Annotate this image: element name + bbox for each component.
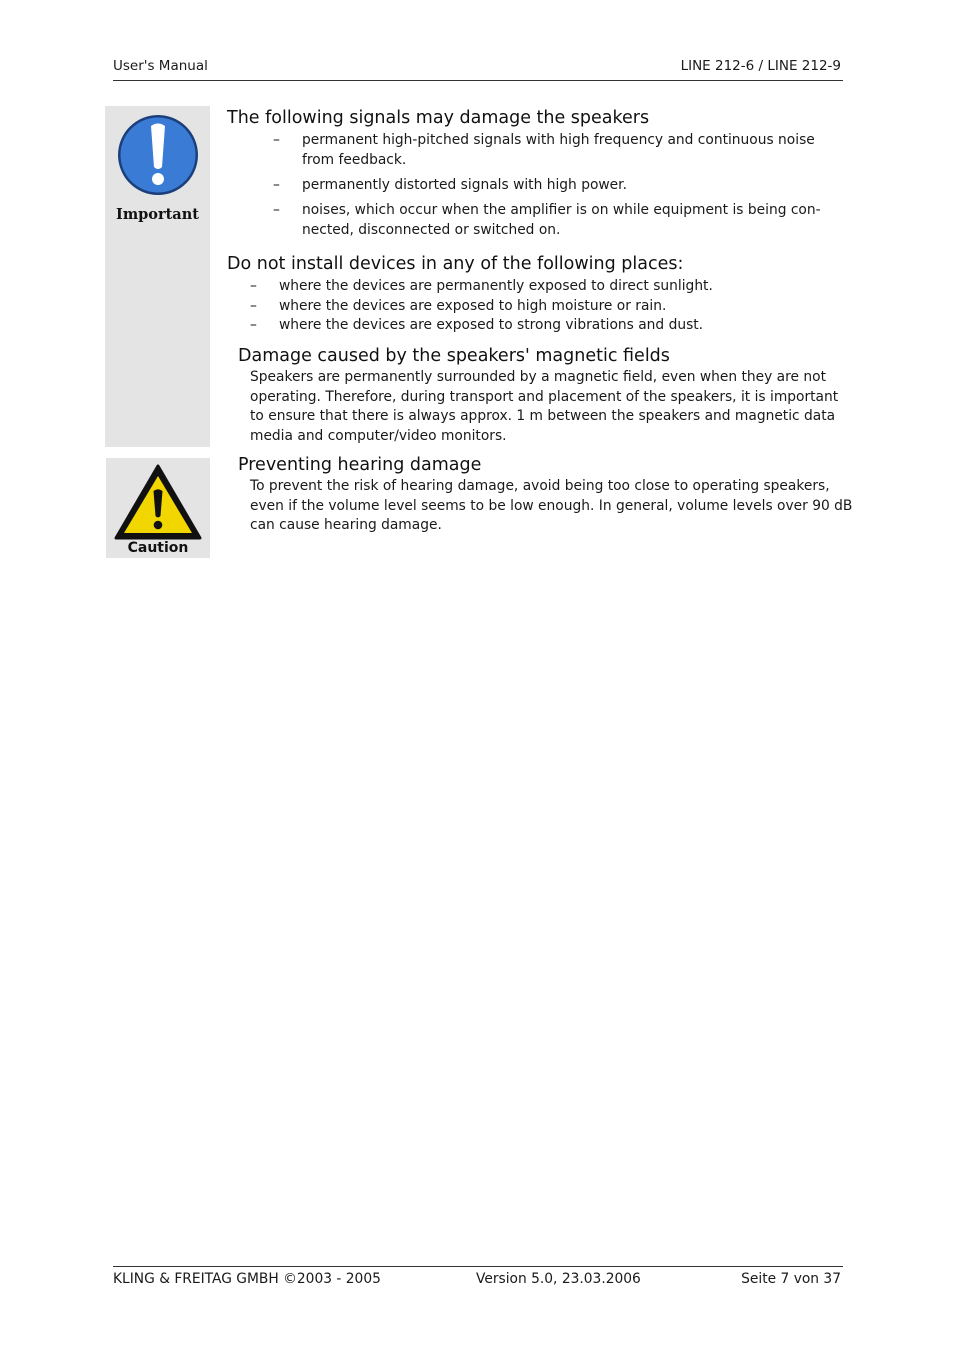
header-product-name: LINE 212-6 / LINE 212-9: [680, 58, 841, 74]
important-notice-box: [105, 106, 210, 447]
list-item-line: nected, disconnected or switched on.: [302, 221, 561, 238]
bullet-dash: –: [273, 202, 280, 218]
header-document-type: User's Manual: [113, 58, 208, 74]
paragraph-line: To prevent the risk of hearing damage, avoid being too close to operating speakers,: [250, 478, 830, 494]
paragraph-line: media and computer/video monitors.: [250, 427, 507, 444]
list-item: [302, 201, 821, 240]
heading-magnetic-fields: Damage caused by the speakers' magnetic fields: [238, 346, 670, 366]
bullet-dash: –: [273, 177, 280, 193]
footer-page-number: Seite 7 von 37: [741, 1271, 841, 1287]
list-item: where the devices are exposed to strong vibrations and dust.: [279, 317, 704, 333]
bullet-dash: –: [250, 298, 257, 314]
list-item: [302, 131, 815, 170]
footer-version: Version 5.0, 23.03.2006: [476, 1271, 641, 1287]
caution-label: Caution: [127, 540, 189, 556]
exclamation-circle-icon: [117, 114, 199, 196]
paragraph-line: to ensure that there is always approx. 1 m between the speakers and magnetic data: [250, 408, 836, 424]
list-item-line: permanent high-pitched signals with high frequency and continuous noise: [302, 132, 815, 148]
list-item: where the devices are exposed to high moisture or rain.: [279, 298, 667, 314]
heading-hearing-damage: Preventing hearing damage: [238, 455, 482, 475]
warning-triangle-icon: [114, 463, 202, 541]
paragraph-line: even if the volume level seems to be low enough. In general, volume levels over 90 dB: [250, 497, 853, 514]
list-item-line: from feedback.: [302, 151, 407, 168]
page-header: [113, 58, 843, 81]
paragraph-hearing-damage: [250, 477, 852, 536]
bullet-dash: –: [250, 278, 257, 294]
heading-damaging-signals: The following signals may damage the speakers: [227, 108, 650, 128]
paragraph-magnetic-fields: [250, 368, 838, 446]
page-footer: [113, 1266, 843, 1287]
list-item: permanently distorted signals with high power.: [302, 177, 627, 193]
footer-copyright: KLING & FREITAG GMBH ©2003 - 2005: [113, 1271, 381, 1287]
heading-installation-places: Do not install devices in any of the following places:: [227, 254, 684, 274]
important-label: Important: [116, 206, 199, 223]
caution-notice-box: [106, 458, 210, 558]
paragraph-line: Speakers are permanently surrounded by a magnetic field, even when they are not: [250, 369, 826, 385]
list-item: where the devices are permanently exposed to direct sunlight.: [279, 278, 713, 294]
list-item-line: noises, which occur when the amplifier is on while equipment is being con-: [302, 202, 821, 218]
bullet-dash: –: [250, 317, 257, 333]
paragraph-line: can cause hearing damage.: [250, 517, 442, 533]
paragraph-line: operating. Therefore, during transport and placement of the speakers, it is important: [250, 388, 839, 405]
bullet-dash: –: [273, 132, 280, 148]
